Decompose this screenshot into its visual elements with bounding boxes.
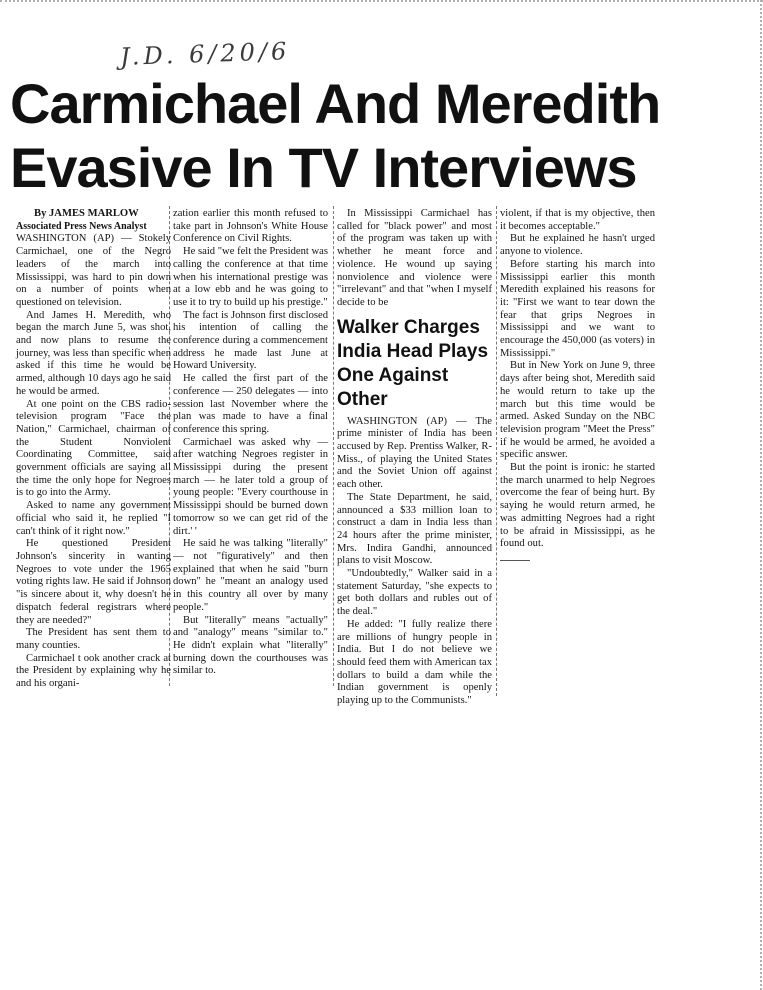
paragraph: But the point is ironic: he started the march unarmed to help Negroes overcome the fear of being hurt. By saying he would return armed, he was admitting Negroes had a right to be afraid in Mississippi, as he found out. (500, 462, 655, 550)
paragraph: violent, if that is my objective, then it becomes acceptable." (500, 208, 655, 232)
paragraph: But he explained he hasn't urged anyone to violence. (500, 233, 655, 258)
paragraph: He said he was talking "literally" — not "figuratively" and then explained that when he said "burn down" he "meant an analogy used in this country all over by many people." (173, 538, 328, 613)
paragraph: Asked to name any government official who said it, he replied "I can't think of it right now." (16, 500, 171, 537)
scan-border-right (756, 0, 762, 990)
sidebar-paragraph: WASHINGTON (AP) — The prime minister of India has been accused by Rep. Prentiss Walker, R-Miss., of playing the United States and the Soviet Union off against each other. (337, 415, 492, 491)
handwritten-note: J.D. 6/20/6 (119, 37, 291, 71)
column-rule (333, 206, 334, 686)
sidebar-headline: Walker Charges India Head Plays One Against Other (337, 316, 489, 410)
column-rule (496, 206, 497, 696)
paragraph: The fact is Johnson first disclosed his intention of calling the conference during a commencement address he made last June at Howard University. (173, 309, 328, 372)
article-column-2 (173, 208, 328, 678)
scan-border-top (0, 0, 763, 6)
article-column-1 (16, 208, 171, 691)
paragraph: And James H. Meredith, who began the march June 5, was shot, and now plans to resume the journey, was less than specific when asked if this time he would be armed, although 10 days ago he said he would be armed. (16, 309, 171, 397)
headline: Carmichael And Meredith Evasive In TV Interviews (10, 72, 661, 199)
paragraph: Carmichael t ook another crack at the President by explaining why he and his organi- (16, 652, 171, 690)
byline-agency: Associated Press News Analyst (16, 220, 147, 232)
paragraph: zation earlier this month refused to take part in Johnson's White House Conference on Civil Rights. (173, 208, 328, 245)
paragraph: WASHINGTON (AP) — Stokely Carmichael, one of the Negro leaders of the march into Mississippi, was hard to pin down on a number of points when questioned on television. (16, 233, 171, 308)
article-column-4 (500, 208, 655, 551)
end-of-article-rule (500, 560, 530, 561)
article-column-3 (337, 208, 492, 708)
byline: By JAMES MARLOW (34, 208, 139, 219)
sidebar-paragraph: "Undoubtedly," Walker said in a statement Saturday, "she expects to get both dollars and rubles out of the deal." (337, 568, 492, 618)
paragraph: But "literally" means "actually" and "analogy" means "similar to." He didn't explain what "literally" burning down the courthouses was similar to. (173, 614, 328, 677)
paragraph: Carmichael was asked why — after watching Negroes register in Mississippi during the present march — he later told a group of young people: "Every courthouse in Mississippi should be burned down tomorrow so we can get rid of the dirt.' ' (173, 436, 328, 537)
sidebar-paragraph: The State Department, he said, announced a $33 million loan to construct a dam in India less than 24 hours after the prime minister, Mrs. Indira Gandhi, announced plans to visit Moscow. (337, 491, 492, 567)
paragraph: The President has sent them to many counties. (16, 627, 171, 651)
sidebar-paragraph: He added: "I fully realize there are millions of hungry people in India. But I do not believe we should feed them with American tax dollars to build a dam while the Indian government is openly playing up to the Communists." (337, 618, 492, 707)
paragraph: He called the first part of the conference — 250 delegates — into session last November where the plan was made to have a final conference this spring. (173, 373, 328, 435)
paragraph: But in New York on June 9, three days after being shot, Meredith said he would return to take up the march but this time would be armed. Asked Sunday on the NBC television program "Meet the Press" if he would be armed, he avoided a specific answer. (500, 360, 655, 461)
paragraph: Before starting his march into Mississippi earlier this month Meredith explained his reasons for it: "First we want to tear down the fear that grips Negroes in Mississippi and we want to encourage the 450,000 (as voters) in Mississippi." (500, 258, 655, 359)
paragraph: At one point on the CBS radio-television program "Face the Nation," Carmichael, chairman of the Student Nonviolent Coordinating Committee, said government officials are saying all the time the only hope for Negroes is to go into the Army. (16, 398, 171, 499)
paragraph: He questioned President Johnson's sincerity in wanting Negroes to vote under the 1965 voting rights law. He said if Johnson "is sincere about it, why doesn't he dispatch federal registrars where they are needed?" (16, 538, 171, 626)
paragraph: He said "we felt the President was calling the conference at that time when his international prestige was at a low ebb and he was going to use it to try to build up his prestige." (173, 246, 328, 308)
paragraph: In Mississippi Carmichael has called for "black power" and most of the program was taken up with whether he meant force and violence. He wound up saying nonviolence and violence were "irrelevant" and that "when I myself decide to be (337, 208, 492, 308)
